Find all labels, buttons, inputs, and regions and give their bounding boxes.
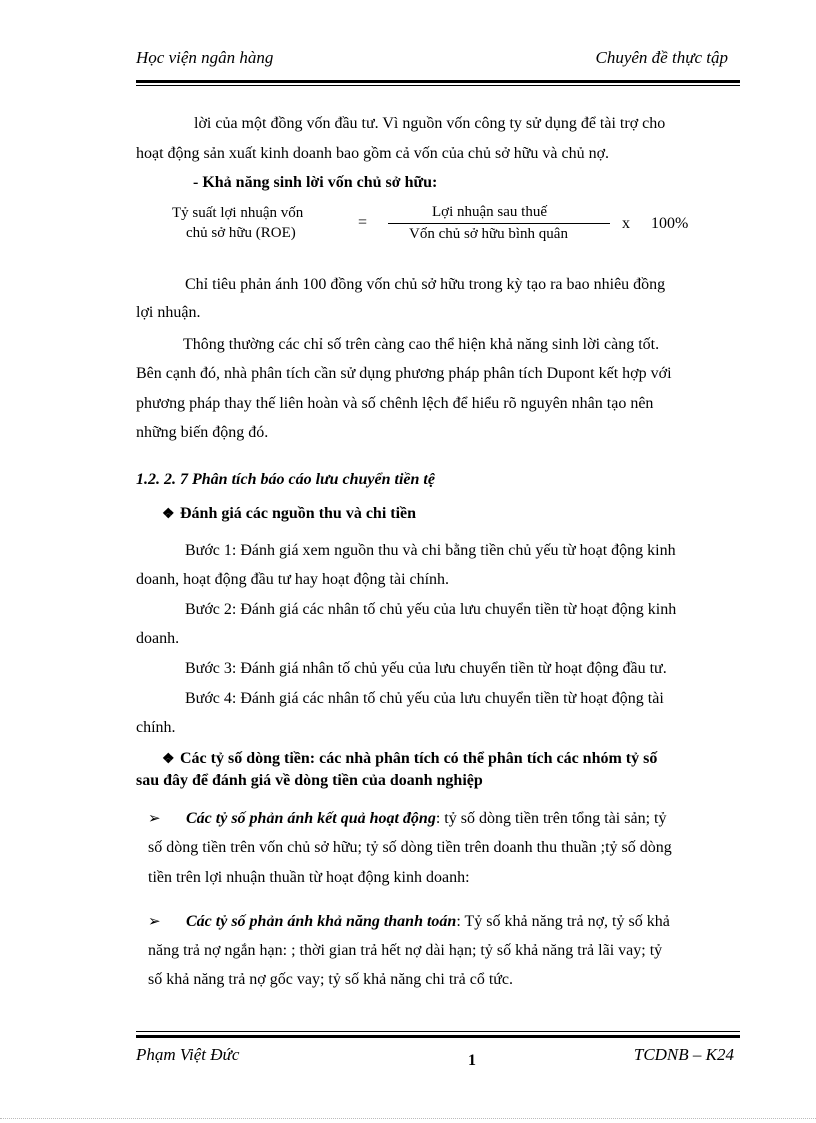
step4-line2: chính. <box>136 719 176 736</box>
sub-bullet-performance-rest: : tỷ số dòng tiền trên tổng tài sản; tỷ <box>435 810 667 827</box>
footer-left: Phạm Việt Đức <box>136 1045 240 1064</box>
footer-rule-thin <box>136 1031 740 1032</box>
arrow-bullet-icon: ➢ <box>148 914 161 930</box>
bullet-cash-ratios-line1: Các tỷ số dòng tiền: các nhà phân tích có thể phân tích các nhóm tỷ số <box>180 750 658 767</box>
formula-denominator: Vốn chủ sở hữu bình quân <box>409 226 568 242</box>
step3: Bước 3: Đánh giá nhân tố chủ yếu của lưu chuyển tiền từ hoạt động đầu tư. <box>185 660 667 677</box>
footer-rule-thick <box>136 1035 740 1038</box>
footer-right: TCDNB – K24 <box>633 1045 734 1064</box>
arrow-bullet-icon: ➢ <box>148 811 161 827</box>
fraction-bar <box>388 223 610 224</box>
bullet-cash-sources-label: Đánh giá các nguồn thu và chi tiền <box>180 505 417 522</box>
para-indicator-2: lợi nhuận. <box>136 304 201 321</box>
sub-bullet-solvency-rest: : Tỷ số khả năng trả nợ, tỷ số khả <box>456 913 670 930</box>
para-dupont-1: Thông thường các chỉ số trên càng cao thể hiện khả năng sinh lời càng tốt. <box>183 336 660 353</box>
intro-line-1: lời của một đồng vốn đầu tư. Vì nguồn vốn công ty sử dụng để tài trợ cho <box>194 115 666 132</box>
sub-bullet-performance <box>148 809 666 828</box>
formula-numerator: Lợi nhuận sau thuế <box>432 204 547 220</box>
page-bottom-dotted-border <box>0 1118 816 1119</box>
sub-bullet-performance-line2: số dòng tiền trên vốn chủ sở hữu; tỷ số dòng tiền trên doanh thu thuần ;tỷ số dòng <box>148 839 672 856</box>
bullet-cash-ratios <box>162 750 657 768</box>
formula-percent: 100% <box>651 215 689 232</box>
header-left: Học viện ngân hàng <box>136 48 274 67</box>
header-right: Chuyên đề thực tập <box>595 48 728 67</box>
formula-lhs-line1: Tỷ suất lợi nhuận vốn <box>172 205 304 221</box>
roe-heading: - Khả năng sinh lời vốn chủ sở hữu: <box>193 174 438 191</box>
bullet-cash-ratios-line2: sau đây để đánh giá về dòng tiền của doanh nghiệp <box>136 772 483 789</box>
step2-line2: doanh. <box>136 630 180 647</box>
step4-line1: Bước 4: Đánh giá các nhân tố chủ yếu của lưu chuyển tiền từ hoạt động tài <box>185 690 664 707</box>
para-dupont-2: Bên cạnh đó, nhà phân tích cần sử dụng phương pháp phân tích Dupont kết hợp với <box>136 365 672 382</box>
diamond-bullet-icon: ❖ <box>162 752 175 767</box>
para-dupont-3: phương pháp thay thế liên hoàn và số chênh lệch để hiểu rõ nguyên nhân tạo nên <box>136 395 654 412</box>
step1-line2: doanh, hoạt động đầu tư hay hoạt động tài chính. <box>136 571 450 588</box>
sub-bullet-solvency-line2: năng trả nợ ngắn hạn: ; thời gian trả hết nợ dài hạn; tỷ số khả năng trả lãi vay; tỷ <box>148 942 663 959</box>
formula-times: x <box>622 215 630 232</box>
page-number: 1 <box>468 1052 476 1069</box>
bullet-cash-sources <box>162 505 416 523</box>
sub-bullet-solvency-line3: số khả năng trả nợ gốc vay; tỷ số khả năng chi trả cổ tức. <box>148 971 514 988</box>
sub-bullet-solvency <box>148 912 670 931</box>
para-indicator-1: Chỉ tiêu phản ánh 100 đồng vốn chủ sở hữu trong kỳ tạo ra bao nhiêu đồng <box>185 276 666 293</box>
sub-bullet-performance-title: Các tỷ số phản ánh kết quả hoạt động <box>186 810 436 827</box>
formula-equals: = <box>358 214 368 231</box>
diamond-bullet-icon: ❖ <box>162 507 175 522</box>
header-rule-thick <box>136 80 740 83</box>
header-rule-thin <box>136 85 740 86</box>
intro-line-2: hoạt động sản xuất kinh doanh bao gồm cả vốn của chủ sở hữu và chủ nợ. <box>136 145 610 162</box>
section-heading: 1.2. 2. 7 Phân tích báo cáo lưu chuyển tiền tệ <box>136 471 435 488</box>
sub-bullet-solvency-title: Các tỷ số phản ánh khả năng thanh toán <box>186 913 457 930</box>
sub-bullet-performance-line3: tiền trên lợi nhuận thuần từ hoạt động kinh doanh: <box>148 869 470 886</box>
para-dupont-4: những biến động đó. <box>136 424 269 441</box>
step1-line1: Bước 1: Đánh giá xem nguồn thu và chi bằng tiền chủ yếu từ hoạt động kinh <box>185 542 676 559</box>
step2-line1: Bước 2: Đánh giá các nhân tố chủ yếu của lưu chuyển tiền từ hoạt động kinh <box>185 601 677 618</box>
formula-lhs-line2: chủ sở hữu (ROE) <box>186 225 296 241</box>
